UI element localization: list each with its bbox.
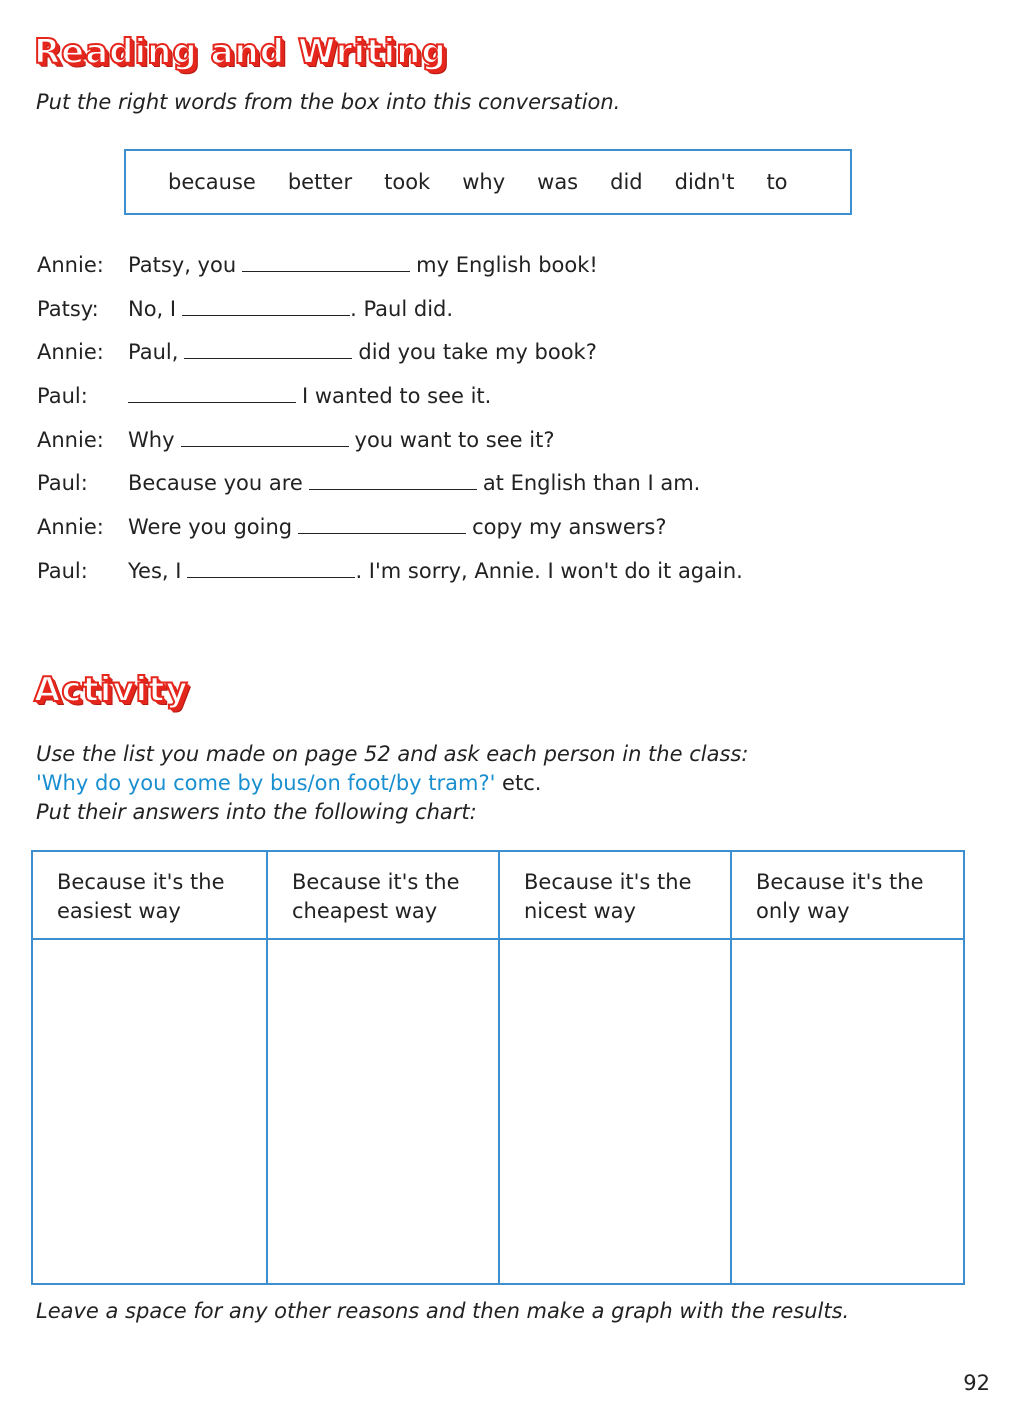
dialog-after: I wanted to see it. [302,384,492,409]
dialog-after: you want to see it? [354,427,555,452]
chart-header-cell: Because it's the only way [732,852,963,940]
dialog-before: No, I [128,296,177,321]
dialog-before: Yes, I [128,558,182,583]
dialog-line [37,422,937,466]
speaker-name: Annie: [37,340,104,365]
dialog-after: . Paul did. [350,296,454,321]
dialog-text [128,378,491,414]
dialog-line [37,553,937,597]
word-box-item: took [384,170,431,194]
answer-blank[interactable] [187,555,355,578]
answer-blank[interactable] [184,336,352,359]
dialog-after: did you take my book? [358,340,597,365]
footer-instruction: Leave a space for any other reasons and then make a graph with the results. [36,1299,850,1323]
dialog-line [37,465,937,509]
word-box-item: because [168,170,256,194]
dialog-line [37,334,937,378]
answers-chart [31,850,965,1285]
question-quote: 'Why do you come by bus/on foot/by tram?' [36,771,496,795]
chart-answer-cell[interactable] [268,940,500,1283]
dialog-text [128,247,598,283]
dialog-line [37,509,937,553]
answer-blank[interactable] [242,249,410,272]
dialog-text [128,422,554,458]
answer-blank[interactable] [309,467,477,490]
dialog-before: Because you are [128,471,303,496]
word-box-item: did [610,170,643,194]
dialog-before: Why [128,427,175,452]
dialog-before: Paul, [128,340,179,365]
answer-blank[interactable] [182,293,350,316]
speaker-name: Patsy: [37,296,99,321]
word-box-item: didn't [674,170,735,194]
chart-header-cell: Because it's the cheapest way [268,852,500,940]
dialog-after: copy my answers? [472,515,667,540]
speaker-name: Paul: [37,384,88,409]
dialog-line [37,247,937,291]
word-box-item: was [537,170,579,194]
speaker-name: Annie: [37,427,104,452]
speaker-name: Paul: [37,558,88,583]
dialog-after: my English book! [416,253,598,277]
activity-question [36,771,541,795]
dialog-before: Patsy, you [128,253,237,277]
conversation [37,247,937,597]
page-number: 92 [963,1371,990,1395]
chart-header-cell: Because it's the easiest way [33,852,268,940]
activity-instruction: Use the list you made on page 52 and ask each person in the class: [36,742,749,766]
answer-blank[interactable] [181,424,349,447]
answer-blank[interactable] [298,511,466,534]
dialog-after: . I'm sorry, Annie. I won't do it again. [355,558,743,583]
dialog-text [128,334,597,370]
speaker-name: Paul: [37,471,88,496]
chart-header-cell: Because it's the nicest way [500,852,732,940]
word-box [124,149,852,215]
chart-answer-cell[interactable] [33,940,268,1283]
chart-answer-cell[interactable] [500,940,732,1283]
word-box-item: better [287,170,353,194]
word-box-item: why [462,170,506,194]
answer-blank[interactable] [128,380,296,403]
dialog-before: Were you going [128,515,293,540]
dialog-text [128,509,666,545]
dialog-line [37,378,937,422]
instruction-text: Put the right words from the box into this conversation. [36,90,621,114]
dialog-line [37,291,937,335]
dialog-text [128,291,453,327]
section-title-activity: Activity [34,670,189,710]
dialog-text [128,553,743,589]
dialog-text [128,465,700,501]
dialog-after: at English than I am. [482,471,701,496]
chart-instruction: Put their answers into the following chart: [36,800,477,824]
chart-answer-cell[interactable] [732,940,963,1283]
speaker-name: Annie: [37,253,104,277]
speaker-name: Annie: [37,515,104,540]
word-box-item: to [766,170,788,194]
section-title-reading-writing: Reading and Writing [34,32,447,72]
question-suffix: etc. [495,771,542,795]
